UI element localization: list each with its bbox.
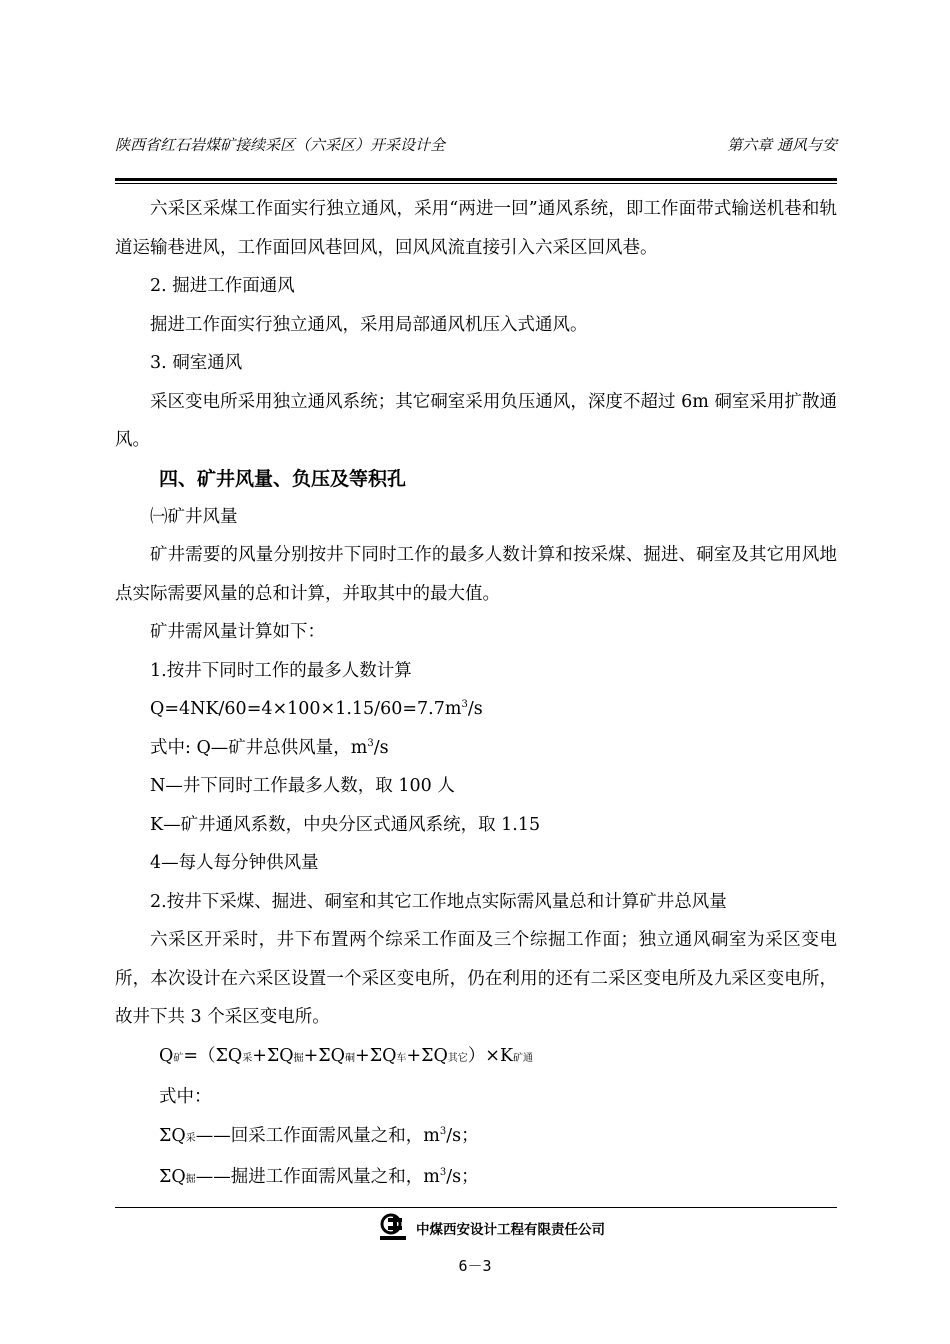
formula-line: $Q=4NK/60=4\times 100\times 1.15/60=7.7m^3/s$ bbox=[150, 699, 483, 719]
paragraph: 六采区开采时，井下布置两个综采工作面及三个综掘工作面；独立通风硐室为采区变电所，本次设计在六采区设置一个采区变电所，仍在利用的还有二采区变电所及九采区变电所，故井下共 3 个采区变电所。 bbox=[115, 930, 837, 1027]
header-rule-thick bbox=[115, 178, 837, 181]
paragraph: 矿井需风量计算如下： bbox=[150, 622, 325, 642]
formula-definition: ΣQ掘——掘进工作面需风量之和，$m^3/s$； bbox=[159, 1167, 479, 1187]
formula-definition: 4—每人每分钟供风量 bbox=[150, 853, 319, 873]
formula-definition: K—矿井通风系数，中央分区式通风系统，取 1.15 bbox=[150, 814, 541, 835]
formula-label: 式中： bbox=[159, 1087, 212, 1107]
paragraph: 采区变电所采用独立通风系统；其它硐室采用负压通风，深度不超过 6m 硐室采用扩散通风。 bbox=[115, 391, 837, 450]
header-document-title: 陕西省红石岩煤矿接续采区（六采区）开采设计全 bbox=[115, 136, 446, 154]
paragraph: 矿井需要的风量分别按井下同时工作的最多人数计算和按采煤、掘进、硐室及其它用风地点实际需要风量的总和计算，并取其中的最大值。 bbox=[115, 545, 837, 604]
footer-rule bbox=[115, 1207, 837, 1208]
header-rule-thin bbox=[115, 183, 837, 184]
formula-definition: N—井下同时工作最多人数，取 100 人 bbox=[150, 776, 455, 796]
paragraph: 六采区采煤工作面实行独立通风，采用“两进一回”通风系统，即工作面带式输送机巷和轨道运输巷进风，工作面回风巷回风，回风风流直接引入六采区回风巷。 bbox=[115, 199, 837, 258]
footer-company-name: 中煤西安设计工程有限责任公司 bbox=[416, 1222, 605, 1238]
formula-main: Q矿=（ΣQ采+ΣQ掘+ΣQ硐+ΣQ车+ΣQ其它）×K矿通 bbox=[159, 1045, 534, 1066]
section-heading: 四、矿井风量、负压及等积孔 bbox=[159, 467, 407, 490]
formula-definition: 式中: Q—矿井总供风量，$m^3/s$ bbox=[150, 737, 389, 758]
section-item: 3. 硐室通风 bbox=[150, 353, 243, 373]
china-coal-logo-icon bbox=[378, 1213, 410, 1241]
document-body bbox=[115, 190, 837, 1200]
page-number: 6－3 bbox=[458, 1257, 492, 1275]
paragraph: 掘进工作面实行独立通风，采用局部通风机压入式通风。 bbox=[150, 314, 588, 335]
header-chapter-title: 第六章 通风与安 bbox=[727, 136, 837, 154]
list-item: 1.按井下同时工作的最多人数计算 bbox=[150, 660, 412, 681]
formula-definition: ΣQ采——回采工作面需风量之和，$m^3/s$； bbox=[159, 1125, 479, 1146]
section-item: 2. 掘进工作面通风 bbox=[150, 276, 295, 296]
list-item: 2.按井下采煤、掘进、硐室和其它工作地点实际需风量总和计算矿井总风量 bbox=[150, 891, 727, 912]
subsection-heading: ㈠矿井风量 bbox=[150, 506, 238, 527]
